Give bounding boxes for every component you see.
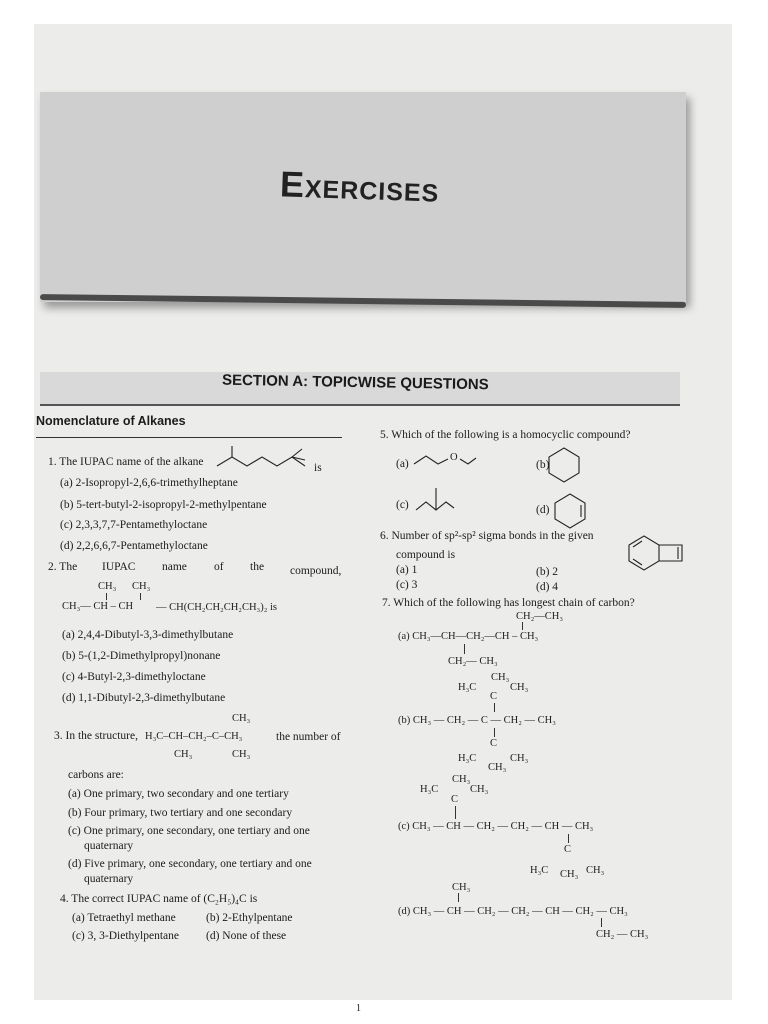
q7-option-b[interactable]: (b) CH₃ — CH₂ — C — CH₂ — CH₃: [398, 715, 556, 726]
q1-stem-end: is: [314, 462, 322, 474]
subsection-rule: [36, 437, 342, 438]
q2-option-d[interactable]: (d) 1,1-Dibutyl-2,3-dimethylbutane: [62, 692, 226, 704]
q7-c-bottom-right: CH₃: [586, 865, 605, 876]
q2-main-chain-end: — CH(CH₂CH₂CH₂CH₃)₂ is: [156, 602, 277, 613]
q7-d-bottom-branch: CH₂ — CH₃: [596, 929, 649, 940]
q2-word-the: the: [250, 561, 265, 573]
q7-b-bond-bottom: [494, 728, 495, 737]
q6-option-b[interactable]: (b) 2: [536, 566, 559, 578]
subsection-title: Nomenclature of Alkanes: [36, 414, 186, 428]
q3-formula: H₃C–CH–CH₂–C–CH₃: [145, 731, 243, 742]
q3-bottom-right: CH₃: [232, 749, 251, 760]
q3-option-d-cont: quaternary: [84, 873, 134, 885]
q5-stem: 5. Which of the following is a homocyclic compound?: [380, 429, 631, 441]
q6-stem: 6. Number of sp²-sp² sigma bonds in the given: [380, 530, 594, 542]
q6-stem-cont: compound is: [396, 549, 456, 561]
q7-b-bond-top: [494, 703, 495, 712]
q2-option-c[interactable]: (c) 4-Butyl-2,3-dimethyloctane: [62, 671, 206, 683]
q3-line2: carbons are:: [68, 769, 124, 781]
q2-word-compound: compound,: [290, 565, 342, 577]
q2-word-iupac: IUPAC: [102, 561, 136, 573]
q5-structure-d-ring: [552, 492, 588, 532]
q7-d-bond-top: [458, 893, 459, 902]
q7-b-quaternary-bottom: C: [490, 738, 498, 749]
q1-stem: 1. The IUPAC name of the alkane: [48, 456, 204, 468]
q2-branch-left: CH₃: [98, 581, 117, 592]
q7-c-bottom-mid: CH₃: [560, 869, 579, 880]
q7-a-bond-bottom: [464, 644, 465, 654]
q1-option-a[interactable]: (a) 2-Isopropyl-2,6,6-trimethylheptane: [60, 477, 238, 489]
q7-b-bottom-right: CH₃: [510, 753, 529, 764]
q1-skeletal-structure: [215, 446, 315, 472]
q2-word-of: of: [214, 561, 224, 573]
q2-bond-right: [140, 593, 141, 600]
q7-a-top-branch: CH₂—CH₃: [516, 611, 563, 622]
q7-c-top-left: H₃C: [420, 784, 439, 795]
q7-c-bond-top: [455, 806, 456, 819]
q5-option-c[interactable]: (c): [396, 499, 409, 511]
q5-structure-b-oxane: [546, 446, 582, 486]
q7-b-top-ch3: CH₃: [491, 672, 510, 683]
q2-main-chain: CH₃— CH – CH: [62, 601, 134, 612]
q7-b-quaternary-top: C: [490, 691, 498, 702]
q3-bottom-left: CH₃: [174, 749, 193, 760]
q6-structure: [626, 534, 688, 574]
q6-option-c[interactable]: (c) 3: [396, 579, 418, 591]
q7-option-d[interactable]: (d) CH₃ — CH — CH₂ — CH₂ — CH — CH₂ — CH₃: [398, 906, 628, 917]
q5-option-d[interactable]: (d): [536, 504, 550, 516]
q4-option-d[interactable]: (d) None of these: [206, 930, 287, 942]
q2-num: 2. The: [48, 561, 78, 573]
q2-word-name: name: [162, 561, 187, 573]
q7-c-bond-bottom: [568, 834, 569, 843]
q7-option-c[interactable]: (c) CH₃ — CH — CH₂ — CH₂ — CH — CH₃: [398, 821, 594, 832]
q7-b-top-right: CH₃: [510, 682, 529, 693]
q3-stem-b: the number of: [276, 731, 341, 743]
q3-option-a[interactable]: (a) One primary, two secondary and one tertiary: [68, 788, 289, 800]
q7-b-bottom-left: H₃C: [458, 753, 477, 764]
q4-option-b[interactable]: (b) 2-Ethylpentane: [206, 912, 293, 924]
q4-option-c[interactable]: (c) 3, 3-Diethylpentane: [72, 930, 179, 942]
q3-option-b[interactable]: (b) Four primary, two tertiary and one secondary: [68, 807, 293, 819]
q3-top-branch: CH₃: [232, 713, 251, 724]
q7-option-a[interactable]: (a) CH₃—CH—CH₂—CH – CH₃: [398, 631, 539, 642]
q3-option-c[interactable]: (c) One primary, one secondary, one tertiary and one: [68, 825, 310, 837]
q1-option-c[interactable]: (c) 2,3,3,7,7-Pentamethyloctane: [60, 519, 208, 531]
q5-structure-a: [412, 448, 478, 472]
q4-stem: 4. The correct IUPAC name of (C₂H₅)₄C is: [60, 893, 258, 905]
q7-c-bottom-left: H₃C: [530, 865, 549, 876]
q7-b-top-left: H₃C: [458, 682, 477, 693]
q7-c-quaternary-top: C: [451, 794, 459, 805]
q6-option-d[interactable]: (d) 4: [536, 581, 559, 593]
q7-d-top-branch: CH₃: [452, 882, 471, 893]
q2-option-a[interactable]: (a) 2,4,4-Dibutyl-3,3-dimethylbutane: [62, 629, 234, 641]
q7-a-bottom-branch: CH₂— CH₃: [448, 656, 498, 667]
q5-structure-c: [414, 486, 456, 520]
q2-branch-right: CH₃: [132, 581, 151, 592]
q7-c-top-right: CH₃: [470, 784, 489, 795]
page-number: 1: [356, 1003, 361, 1014]
q3-option-d[interactable]: (d) Five primary, one secondary, one tertiary and one: [68, 858, 312, 870]
q1-option-b[interactable]: (b) 5-tert-butyl-2-isopropyl-2-methylpentane: [60, 499, 267, 511]
q2-option-b[interactable]: (b) 5-(1,2-Dimethylpropyl)nonane: [62, 650, 221, 662]
q6-option-a[interactable]: (a) 1: [396, 564, 418, 576]
q2-bond-left: [106, 593, 107, 600]
q4-option-a[interactable]: (a) Tetraethyl methane: [72, 912, 176, 924]
q7-a-bond-top: [522, 622, 523, 630]
q5-option-b[interactable]: (b): [536, 459, 550, 471]
q7-c-top-ch3: CH₃: [452, 774, 471, 785]
q5-oxygen-atom: O: [450, 452, 458, 463]
q7-stem: 7. Which of the following has longest chain of carbon?: [382, 597, 635, 609]
q7-c-quaternary-bottom: C: [564, 844, 572, 855]
section-title: SECTION A: TOPICWISE QUESTIONS: [221, 371, 489, 394]
q3-option-c-cont: quaternary: [84, 840, 134, 852]
q7-b-bottom-ch3: CH₃: [488, 762, 507, 773]
q5-option-a[interactable]: (a): [396, 458, 409, 470]
q3-stem-a: 3. In the structure,: [54, 730, 138, 742]
q7-d-bond-bottom: [601, 918, 602, 927]
q1-option-d[interactable]: (d) 2,2,6,6,7-Pentamethyloctane: [60, 540, 208, 552]
page-title: Exercises: [279, 163, 441, 210]
